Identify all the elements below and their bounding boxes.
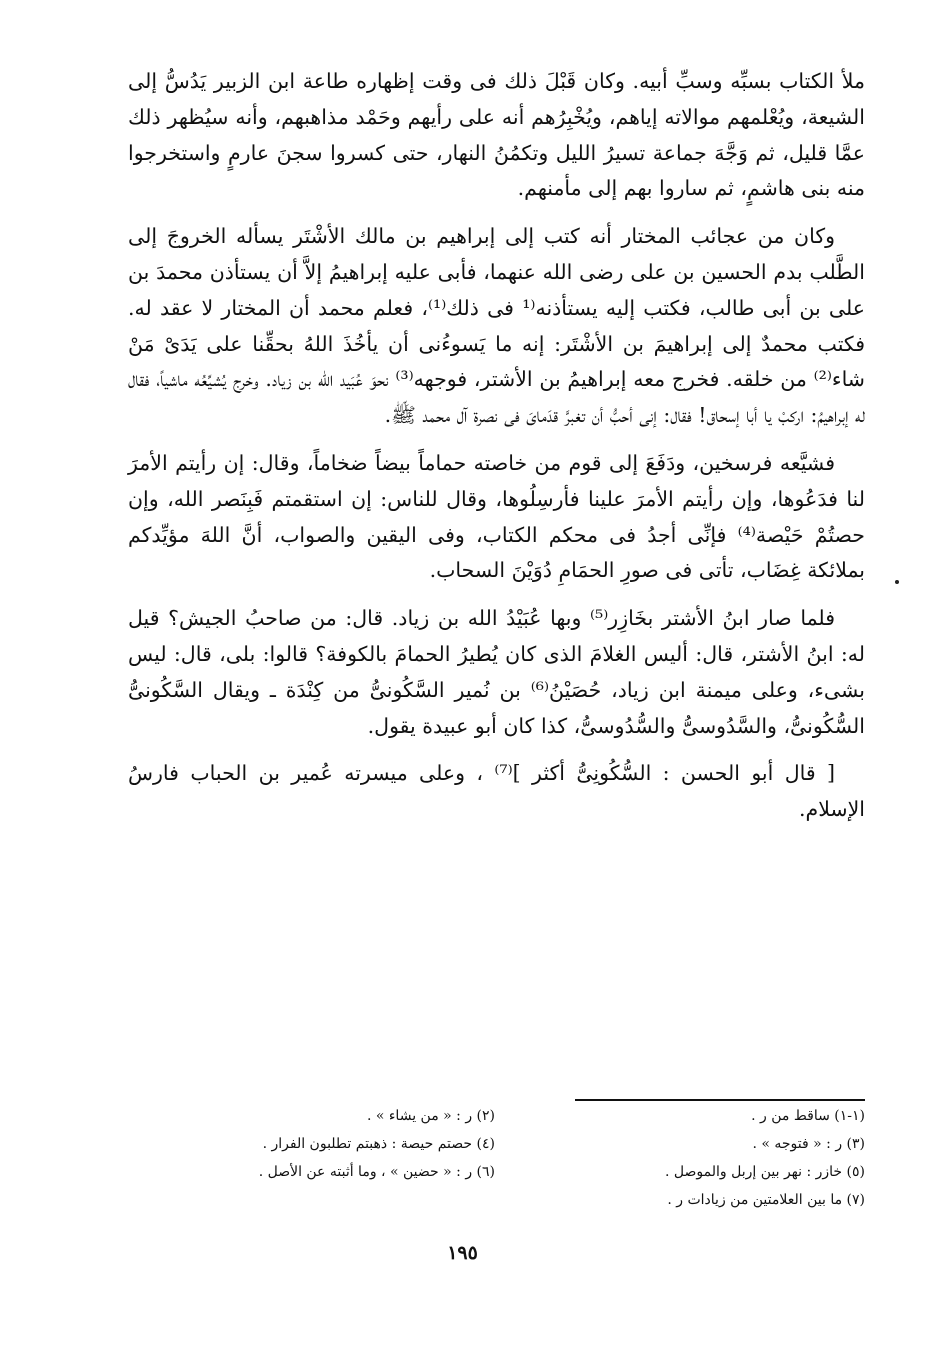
footnotes-right-column <box>540 1102 865 1214</box>
footnote-4: (٤) حصتم حيصة : ذهبتم تطلبون الفرار . <box>262 1136 495 1152</box>
paragraph-5: [ قال أبو الحسن : السُّكُونِىُّ أكثر ]⁽⁷⁾ ، وعلى ميسرته عُمير بن الحباب فارسُ الإسلام. <box>128 761 865 822</box>
footnote-7: (٧) ما بين العلامتين من زيادات ر . <box>667 1192 865 1208</box>
paragraph-3: فشيَّعه فرسخين، ودَفَعَ إلى قوم من خاصته حماماً بيضاً ضخاماً، وقال: إن رأيتم الأمرَ لنا فدَعُوها، وإن رأيتم الأمرَ علينا فأرسِلُوها، وقال للناس: إن استقمتم فَبِنَصر الله، وإن حصتُمْ حَيْصة⁽⁴⁾ فإنِّى أجدُ فى محكم الكتاب، وفى اليقين والصواب، أنَّ اللهَ مؤيِّدكم بملائكة غِضَاب، تأتى فى صورِ الحمَامِ دُوَيْنَ السحاب. <box>128 450 865 583</box>
paragraph-4: فلما صار ابنُ الأشتر بخَازِر⁽⁵⁾ وبها عُبَيْدُ الله بن زياد. قال: من صاحبُ الجيش؟ قيل له: ابنُ الأشتر، قال: أليس الغلامَ الذى كان يُطيرُ الحمامَ بالكوفة؟ قالوا: بلى، قال: ليس بشىء، وعلى ميمنة ابن زياد، حُصَيْنُ⁽⁶⁾ بن نُمير السَّكُونىُّ من كِنْدَة ـ ويقال السَّكُونىُّ السُّكُونىُّ، والسَّدُوسىُّ والسُّدُوسىُّ، كذا كان أبو عبيدة يقول. <box>128 606 865 738</box>
paragraph-2: وكان من عجائب المختار أنه كتب إلى إبراهيم بن مالك الأشْتَر يسأله الخروجَ إلى الطَّلب بدم الحسين بن على رضى الله عنهما، فأبى عليه إبراهيمُ إلاَّ أن يستأذن محمدَ بن على بن أبى طالب، فكتب إليه يستأذنه⁽¹ فى ذلك⁽¹⁾، فعلم محمد أن المختار لا عقد له. فكتب محمدٌ إلى إبراهيمَ بن الأشْتَر: إنه ما يَسوءُنى أن يأخُذَ اللهُ بحقِّنا على يَدَىْ مَنْ شاء⁽²⁾ من خلقه. فخرج معه إبراهيمُ بن الأشتر، فوجهه⁽³⁾ نحوَ عُبَيد الله بن زياد. وخرج يُشيِّعُه ماشياً، فقال له إبراهيمُ: اركبْ يا أبا إسحاق! فقال: إنى أحبُّ أن تغبرَّ قدَماىَ فى نصرة آل محمد ﷺ. <box>128 224 865 428</box>
footnote-5: (٥) خازر : نهر بين إربل والموصل . <box>665 1164 865 1180</box>
footnote-divider <box>575 1099 865 1101</box>
footnotes-left-column <box>150 1102 495 1186</box>
main-text <box>128 64 865 840</box>
scan-speck <box>895 580 899 584</box>
footnote-6: (٦) ر : « حضين » ، وما أثبته عن الأصل . <box>258 1164 495 1180</box>
footnote-1: (١-١) ساقط من ر . <box>751 1108 865 1124</box>
footnote-3: (٣) ر : « فتوجه » . <box>752 1136 865 1152</box>
paragraph-1: ملأ الكتاب بسبِّه وسبِّ أبيه. وكان قَبْلَ ذلك فى وقت إظهاره طاعة ابن الزبير يَدُسُّ إلى الشيعة، ويُعْلمهم موالاته إياهم، ويُخْبِرُهم أنه على رأيهم وحَمْد مذاهبهم، وأنه سيُظهر ذلك عمَّا قليل، ثم وَجَّهَ جماعة تسيرُ الليل وتكمُنُ النهار، حتى كسروا سجنَ عارمٍ واستخرجوا منه بنى هاشمٍ، ثم ساروا بهم إلى مأمنهم. <box>128 69 865 201</box>
footnote-2: (٢) ر : « من يشاء » . <box>366 1108 495 1124</box>
page-number: ١٩٥ <box>447 1242 478 1264</box>
